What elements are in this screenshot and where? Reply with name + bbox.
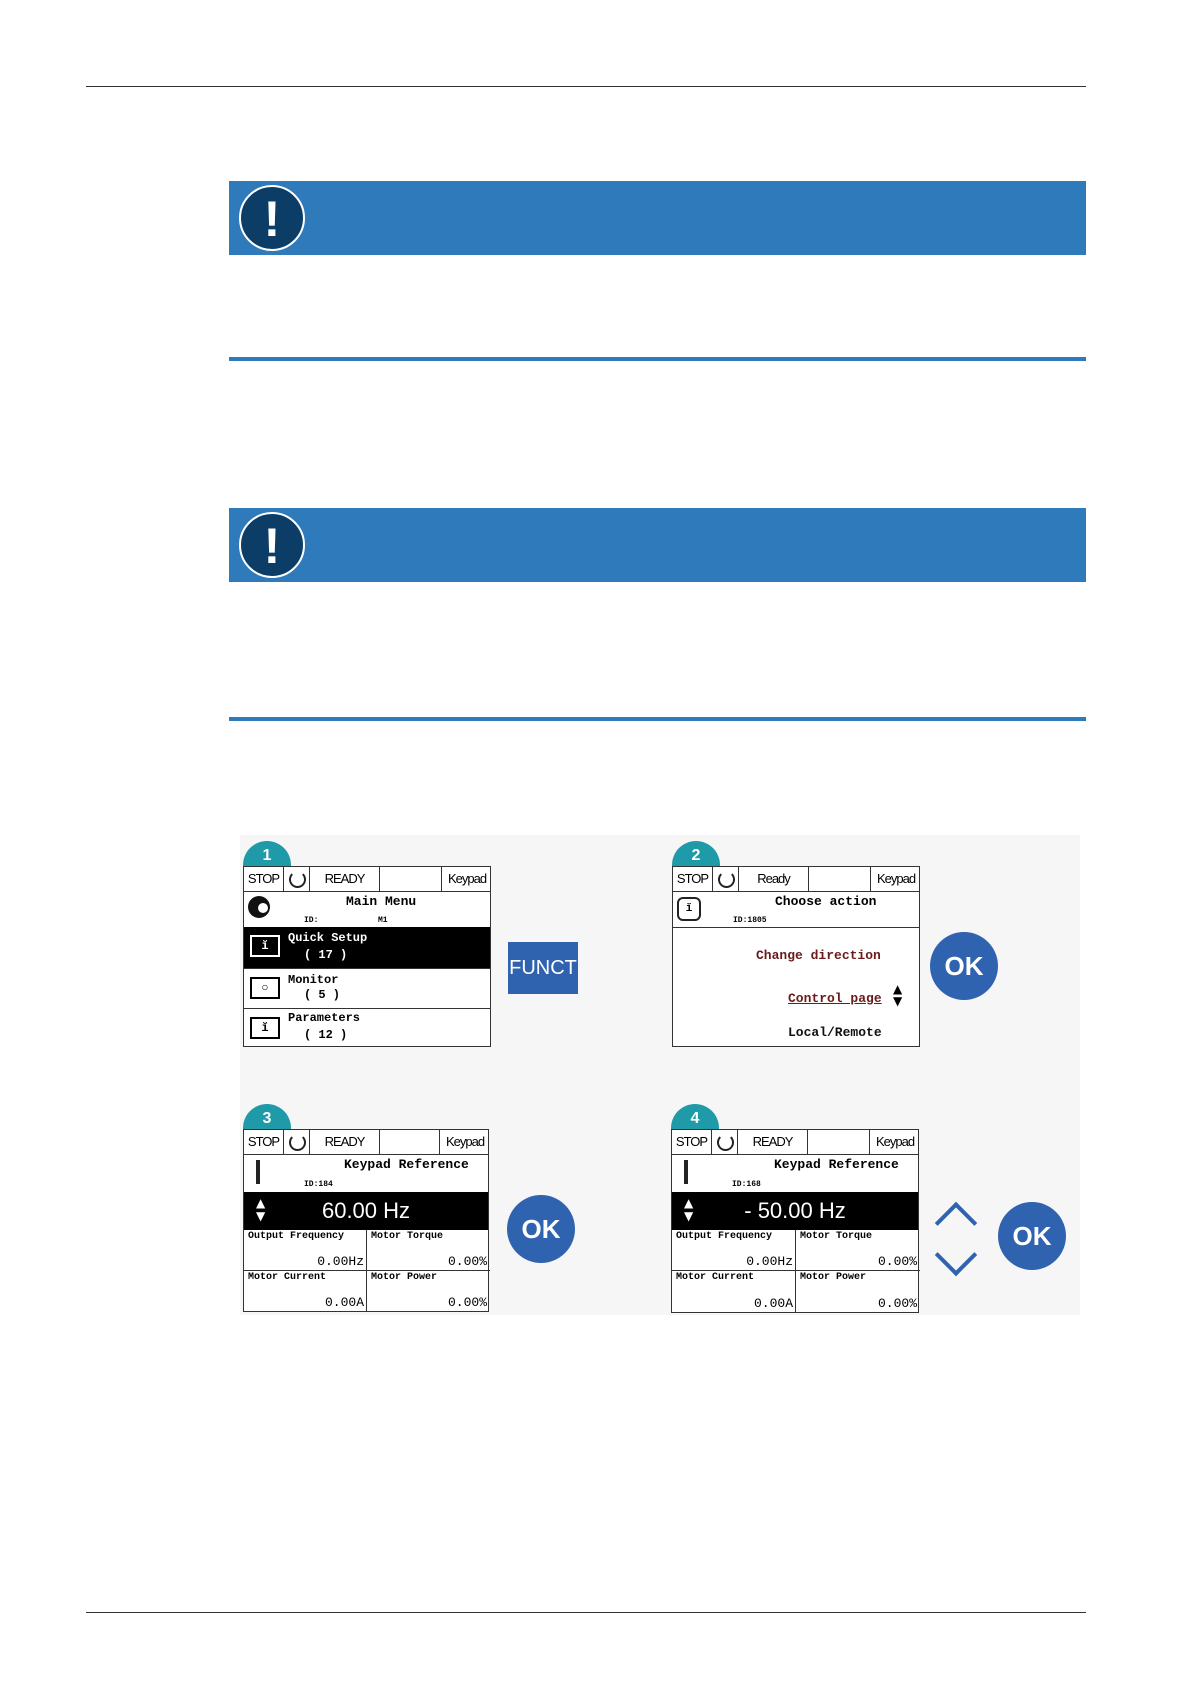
note-end-rule (229, 717, 1086, 721)
monitor-cell: Output Frequency 0.00Hz (676, 1231, 793, 1269)
keypad-label: Keypad (876, 871, 916, 886)
reference-icon (684, 1160, 688, 1184)
menu-item-quick-setup[interactable]: ĭ Quick Setup ( 17 ) (244, 927, 490, 969)
folder-icon: ĭ (250, 935, 280, 957)
ok-button[interactable]: OK (998, 1202, 1066, 1270)
action-icon: ĭ (677, 897, 701, 921)
status-ready: READY (738, 1130, 808, 1154)
menu-header: Keypad Reference ID:184 (244, 1154, 488, 1192)
monitor-cell: Motor Torque 0.00% (800, 1231, 917, 1269)
stop-indicator: STOP (673, 867, 713, 891)
ok-button[interactable]: OK (507, 1195, 575, 1263)
step-badge: 3 (243, 1104, 291, 1132)
status-empty (809, 867, 871, 891)
folder-icon: ĭ (250, 1017, 280, 1039)
monitor-cell: Motor Current 0.00A (672, 1270, 796, 1312)
reference-icon (256, 1160, 260, 1184)
header-rule (86, 86, 1086, 87)
updown-arrow-icon: ▲ ▼ (684, 1196, 694, 1223)
footer-rule (86, 1612, 1086, 1613)
step-badge: 1 (243, 841, 291, 869)
monitor-cell: Motor Power 0.00% (796, 1270, 920, 1312)
status-bar (244, 1130, 488, 1155)
status-bar (672, 1130, 918, 1155)
keypad-label: Keypad (875, 1134, 915, 1149)
stop-indicator: STOP (672, 1130, 712, 1154)
magnifier-icon: ○ (250, 977, 280, 999)
action-control-page[interactable]: Control page (788, 991, 882, 1006)
keypad-label: Keypad (447, 871, 487, 886)
note-end-rule (229, 357, 1086, 361)
monitor-cell: Motor Current 0.00A (244, 1270, 367, 1311)
page-title: Main Menu (346, 894, 417, 909)
menu-header: ĭ Choose action ID:1805 (673, 891, 919, 928)
page-title: Keypad Reference (344, 1157, 469, 1172)
step-badge: 2 (672, 841, 720, 869)
status-empty (380, 867, 442, 891)
updown-arrow-icon: ▲ ▼ (893, 982, 903, 1008)
status-bar (244, 867, 490, 892)
monitor-cell: Motor Power 0.00% (367, 1270, 490, 1311)
status-empty (380, 1130, 440, 1154)
keypad-label: Keypad (445, 1134, 485, 1149)
exclamation-icon: ! (239, 512, 305, 578)
note-banner (229, 508, 1086, 582)
reference-value-field[interactable]: ▲ ▼ - 50.00 Hz (672, 1192, 918, 1230)
keypad-screen-choose-action (672, 866, 920, 1047)
menu-item-parameters[interactable]: ĭ Parameters ( 12 ) (244, 1009, 490, 1047)
step-badge: 4 (671, 1104, 719, 1132)
monitor-cell: Motor Torque 0.00% (371, 1231, 487, 1269)
keypad-screen-main-menu (243, 866, 491, 1047)
rotation-icon (284, 867, 310, 891)
rotation-icon (712, 1130, 738, 1154)
keypad-screen-reference-edit (671, 1129, 919, 1313)
status-ready: READY (310, 1130, 380, 1154)
page-title: Choose action (775, 894, 877, 909)
updown-arrow-icon: ▲ ▼ (256, 1196, 266, 1223)
action-local-remote[interactable]: Local/Remote (788, 1025, 882, 1040)
menu-header: Keypad Reference ID:168 (672, 1154, 918, 1192)
rotation-icon (284, 1130, 310, 1154)
funct-button[interactable]: FUNCT (508, 942, 578, 994)
note-banner (229, 181, 1086, 255)
ok-button[interactable]: OK (930, 932, 998, 1000)
action-change-direction[interactable]: Change direction (756, 948, 881, 963)
exclamation-icon: ! (239, 185, 305, 251)
stop-indicator: STOP (244, 1130, 284, 1154)
reference-value-field[interactable]: ▲ ▼ 60.00 Hz (244, 1192, 488, 1230)
status-ready: READY (310, 867, 380, 891)
stop-indicator: STOP (244, 867, 284, 891)
keypad-screen-reference (243, 1129, 489, 1312)
status-bar (673, 867, 919, 892)
rotation-icon (713, 867, 739, 891)
page-title: Keypad Reference (774, 1157, 899, 1172)
monitor-cell: Output Frequency 0.00Hz (248, 1231, 364, 1269)
status-empty (808, 1130, 870, 1154)
menu-header: Main Menu ID: M1 (244, 891, 490, 928)
status-ready: Ready (739, 867, 809, 891)
menu-item-monitor[interactable]: ○ Monitor ( 5 ) (244, 969, 490, 1009)
